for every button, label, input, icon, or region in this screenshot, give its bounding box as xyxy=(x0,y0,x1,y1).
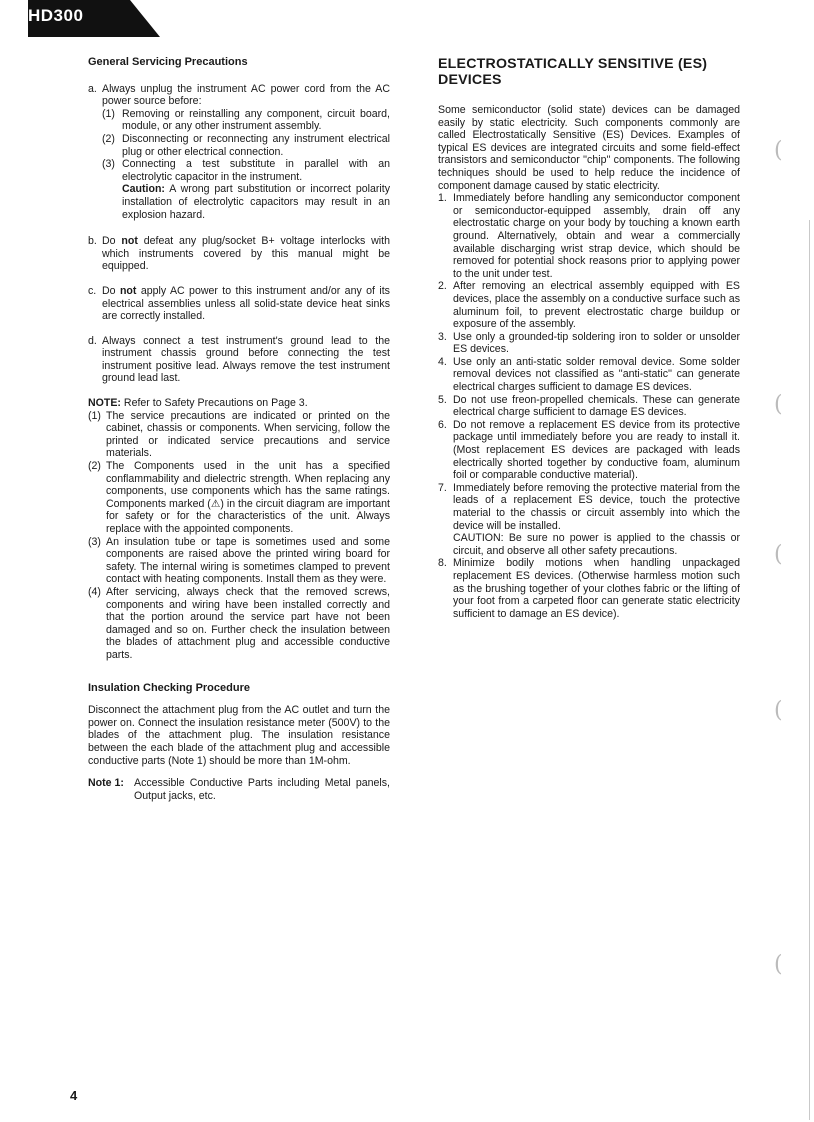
precaution-a-sub-2: (2) Disconnecting or reconnecting any instrument electrical plug or other electrical connection. xyxy=(102,132,390,158)
precaution-a-text: Always unplug the instrument AC power cord from the AC power source before: xyxy=(102,82,390,108)
model-tab xyxy=(0,0,160,37)
es-item-7-caution: CAUTION: Be sure no power is applied to the chassis or circuit, and observe all other safety precautions. xyxy=(453,532,740,557)
binder-hole-mark-icon: ( xyxy=(774,392,783,417)
right-column xyxy=(438,56,740,620)
precaution-c: c. Do not apply AC power to this instrument and/or any of its electrical assemblies unless all solid-state device heat sinks are correctly installed. xyxy=(88,284,390,323)
es-intro: Some semiconductor (solid state) devices can be damaged easily by static electricity. Such components commonly are called Electrostatically Sensitive (ES) Devices. Examples of typical ES devices are integrated circuits and some field-effect transistors and semiconductor ''chip'' components. The following techniques should be used to help reduce the incidence of component damage caused by static electricity. xyxy=(438,104,740,192)
es-item-8: 8. Minimize bodily motions when handling unpackaged replacement ES devices. (Otherwise harmless motion such as the brushing together of your clothes fabric or the lifting of your foot from a carpeted floor can generate static electricity sufficient to damage an ES device). xyxy=(438,557,740,620)
es-devices-title: ELECTROSTATICALLY SENSITIVE (ES) DEVICES xyxy=(438,56,708,88)
model-label: HD300 xyxy=(28,6,84,25)
note-3: (3) An insulation tube or tape is sometimes used and some components are raised above the printed wiring board for safety. The internal wiring is sometimes clamped to prevent contact with heating components. Install them as they were. xyxy=(88,535,390,586)
note-4: (4) After servicing, always check that the removed screws, components and wiring have been installed correctly and that the portion around the service part have not been damaged and so on. Further check the insulation between the blades of attachment plug and accessible conductive parts. xyxy=(88,585,390,661)
precaution-b: b. Do not defeat any plug/socket B+ voltage interlocks with which instruments covered by this manual might be equipped. xyxy=(88,235,390,273)
precaution-d: d. Always connect a test instrument's ground lead to the instrument chassis ground before connecting the test instrument positive lead. Always remove the test instrument ground lead last. xyxy=(88,334,390,385)
binder-hole-mark-icon: ( xyxy=(774,698,783,723)
binder-hole-mark-icon: ( xyxy=(774,952,783,977)
note1-definition: Note 1: Accessible Conductive Parts including Metal panels, Output jacks, etc. xyxy=(88,777,390,802)
precaution-a-sub-3: (3) Connecting a test substitute in parallel with an electrolytic capacitor in the instrument. Caution: A wrong part substitution or incorrect polarity installation of electrolytic capacitors may result in an explosion hazard. xyxy=(102,158,391,221)
es-item-2: 2. After removing an electrical assembly equipped with ES devices, place the assembly on a conductive surface such as aluminum foil, to prevent electrostatic charge buildup or exposure of the assembly. xyxy=(438,280,740,331)
precaution-a: a. Always unplug the instrument AC power cord from the AC power source before: (1) Removing or reinstalling any component, circuit board, module, or any other instrument assembly. (2) Disconnecting or reconnecting any instrument electrical plug or other electrical connection. (3) Connecting a test substitute in parallel with an electrolytic capacitor in the instrument. Caution: A wrong part substitution or incorrect polarity installation of electrolytic capacitors may result in an explosion hazard. xyxy=(88,82,391,221)
page-number: 4 xyxy=(70,1088,78,1103)
es-item-1: 1. Immediately before handling any semiconductor component or semiconductor-equipped assembly, drain off any electrostatic charge on your body by touching a known earth ground. Alternatively, obtain and wear a commercially available discharging wrist strap device, which should be removed for potential shock reasons prior to applying power to the unit under test. xyxy=(438,192,740,280)
scan-edge xyxy=(809,220,810,1120)
es-item-4: 4. Use only an anti-static solder removal device. Some solder removal devices not classified as ''anti-static'' can generate electrical charges sufficient to damage ES devices. xyxy=(438,355,740,394)
precaution-a-sub-1: (1) Removing or reinstalling any component, circuit board, module, or any other instrument assembly. xyxy=(102,107,390,133)
general-precautions-title: General Servicing Precautions xyxy=(88,56,248,68)
es-item-6: 6. Do not remove a replacement ES device from its protective package until immediately before you are ready to install it. (Most replacement ES devices are packaged with leads electrically shorted together by conductive foam, aluminum foil or comparable conductive material). xyxy=(438,418,740,482)
note-heading: NOTE: Refer to Safety Precautions on Page 3. xyxy=(88,397,308,410)
caution-note: Caution: A wrong part substitution or incorrect polarity installation of electrolytic capacitors may result in an explosion hazard. xyxy=(122,183,391,221)
binder-hole-mark-icon: ( xyxy=(774,138,783,163)
note-1: (1) The service precautions are indicated or printed on the cabinet, chassis or components. When servicing, follow the printed or indicated service precautions and service materials. xyxy=(88,409,390,460)
es-item-3: 3. Use only a grounded-tip soldering iron to solder or unsolder ES devices. xyxy=(438,330,740,356)
note-2: (2) The Components used in the unit has a specified conflammability and dielectric strength. When replacing any components, use components which has the same ratings. Components marked (⚠) in the circuit diagram are important for safety or for the characteristics of the unit. Always replace with the appointed components. xyxy=(88,460,390,535)
binder-hole-mark-icon: ( xyxy=(774,542,783,567)
es-item-7: 7. Immediately before removing the protective material from the leads of a replacement ES device, touch the protective material to the chassis or circuit assembly into which the device will be installed. CAUTION: Be sure no power is applied to the chassis or circuit, and observe all other safety precautions. xyxy=(438,481,740,557)
left-column xyxy=(88,56,390,802)
insulation-title: Insulation Checking Procedure xyxy=(88,681,250,694)
es-item-5: 5. Do not use freon-propelled chemicals. These can generate electrical charge sufficient to damage ES devices. xyxy=(438,393,740,419)
insulation-text: Disconnect the attachment plug from the AC outlet and turn the power on. Connect the insulation resistance meter (500V) to the blades of the attachment plug. The insulation resistance between the each blade of the attachment plug and accessible conductive parts (Note 1) should be more than 1M-ohm. xyxy=(88,704,390,767)
